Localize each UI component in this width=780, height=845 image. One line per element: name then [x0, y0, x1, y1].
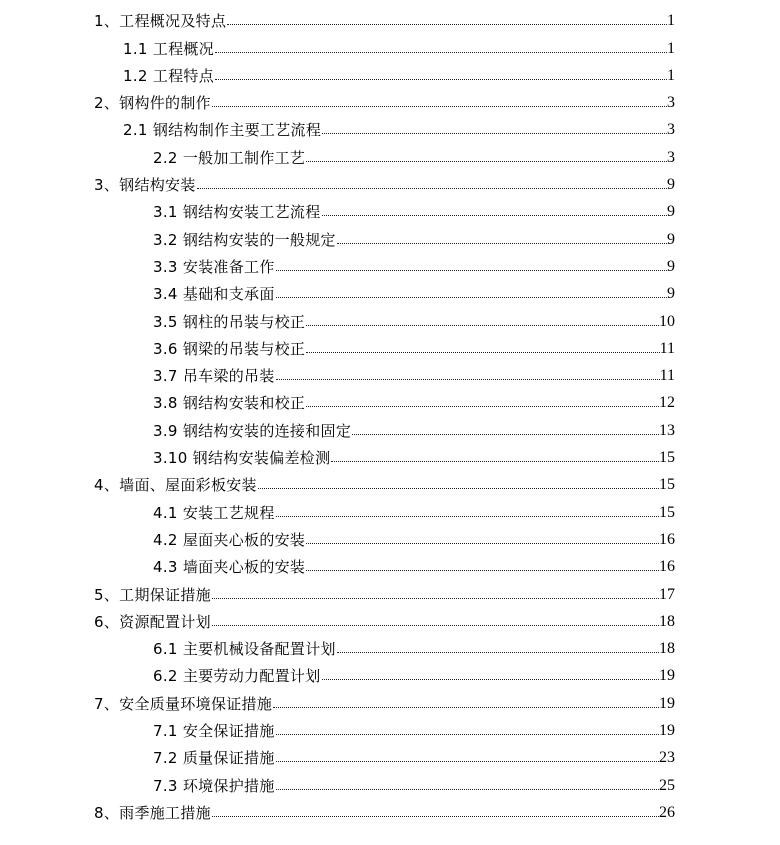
dot-leader	[337, 652, 659, 653]
dot-leader	[306, 570, 659, 571]
toc-entry-link[interactable]	[0, 769, 780, 796]
dot-leader	[212, 598, 659, 599]
toc-entry-title: 3.6 钢梁的吊装与校正	[153, 339, 306, 358]
toc-entry-title: 2.2 一般加工制作工艺	[153, 148, 306, 167]
toc-entry-title: 6.1 主要机械设备配置计划	[153, 640, 336, 659]
toc-row-level-2[interactable]	[0, 278, 780, 305]
toc-row-level-2[interactable]	[0, 769, 780, 796]
toc-page-number: 25	[659, 776, 675, 794]
dot-leader	[306, 543, 659, 544]
toc-page-number: 1	[667, 39, 675, 57]
dot-leader	[276, 761, 659, 762]
toc-row-level-2[interactable]	[0, 633, 780, 660]
dot-leader	[276, 734, 659, 735]
dot-leader	[306, 352, 659, 353]
toc-page-number: 3	[667, 94, 675, 112]
toc-row-level-2[interactable]	[0, 196, 780, 223]
toc-entry-link[interactable]	[0, 606, 780, 633]
toc-entry-title: 7.3 环境保护措施	[153, 776, 275, 795]
toc-row-level-1[interactable]	[0, 578, 780, 605]
toc-page-number: 9	[667, 285, 675, 303]
toc-entry-link[interactable]	[0, 360, 780, 387]
toc-entry-title: 4.3 墙面夹心板的安装	[153, 558, 306, 577]
toc-entry-title: 3.1 钢结构安装工艺流程	[153, 203, 321, 222]
toc-entry-link[interactable]	[0, 414, 780, 441]
toc-entry-link[interactable]	[0, 223, 780, 250]
toc-page-number: 16	[659, 530, 675, 548]
toc-row-level-2[interactable]	[0, 551, 780, 578]
toc-row-level-1[interactable]	[0, 87, 780, 114]
toc-entry-title: 6.2 主要劳动力配置计划	[153, 667, 321, 686]
toc-entry-title: 1.1 工程概况	[123, 39, 215, 58]
toc-entry-link[interactable]	[0, 60, 780, 87]
toc-row-level-2[interactable]	[0, 742, 780, 769]
toc-entry-link[interactable]	[0, 551, 780, 578]
toc-entry-title: 3.3 安装准备工作	[153, 257, 275, 276]
toc-page-number: 1	[667, 12, 675, 30]
dot-leader	[322, 133, 667, 134]
toc-entry-link[interactable]	[0, 196, 780, 223]
toc-entry-link[interactable]	[0, 633, 780, 660]
toc-entry-link[interactable]	[0, 469, 780, 496]
toc-page-number: 18	[659, 612, 675, 630]
dot-leader	[306, 325, 659, 326]
toc-row-level-2[interactable]	[0, 496, 780, 523]
toc-row-level-1[interactable]	[0, 169, 780, 196]
toc-page-number: 15	[659, 476, 675, 494]
toc-entry-title: 3.2 钢结构安装的一般规定	[153, 230, 336, 249]
toc-entry-link[interactable]	[0, 387, 780, 414]
toc-page-number: 17	[659, 585, 675, 603]
toc-row-level-2[interactable]	[0, 32, 780, 59]
dot-leader	[322, 215, 667, 216]
toc-entry-title: 2.1 钢结构制作主要工艺流程	[123, 121, 322, 140]
toc-entry-link[interactable]	[0, 278, 780, 305]
toc-page-number: 26	[659, 803, 675, 821]
dot-leader	[306, 406, 659, 407]
toc-row-level-2[interactable]	[0, 60, 780, 87]
toc-entry-title: 3.8 钢结构安装和校正	[153, 394, 306, 413]
toc-entry-link[interactable]	[0, 660, 780, 687]
toc-row-level-2[interactable]	[0, 141, 780, 168]
toc-entry-link[interactable]	[0, 32, 780, 59]
toc-entry-title: 1、工程概况及特点	[94, 12, 227, 31]
toc-row-level-1[interactable]	[0, 687, 780, 714]
toc-row-level-2[interactable]	[0, 251, 780, 278]
toc-row-level-1[interactable]	[0, 797, 780, 824]
toc-entry-link[interactable]	[0, 305, 780, 332]
toc-row-level-2[interactable]	[0, 414, 780, 441]
toc-entry-title: 3.7 吊车梁的吊装	[153, 367, 275, 386]
toc-row-level-2[interactable]	[0, 333, 780, 360]
toc-entry-title: 4.1 安装工艺规程	[153, 503, 275, 522]
table-of-contents	[0, 5, 780, 824]
toc-row-level-2[interactable]	[0, 360, 780, 387]
toc-page-number: 9	[667, 230, 675, 248]
toc-page-number: 15	[659, 503, 675, 521]
toc-page-number: 13	[659, 421, 675, 439]
toc-page-number: 19	[659, 694, 675, 712]
toc-page-number: 10	[659, 312, 675, 330]
dot-leader	[276, 789, 659, 790]
toc-entry-link[interactable]	[0, 496, 780, 523]
toc-row-level-2[interactable]	[0, 223, 780, 250]
toc-page-number: 19	[659, 722, 675, 740]
dot-leader	[322, 679, 659, 680]
toc-row-level-1[interactable]	[0, 606, 780, 633]
dot-leader	[331, 461, 659, 462]
toc-entry-title: 7、安全质量环境保证措施	[94, 694, 273, 713]
toc-page-number: 18	[659, 640, 675, 658]
toc-entry-title: 3.4 基础和支承面	[153, 285, 275, 304]
toc-entry-title: 6、资源配置计划	[94, 612, 211, 631]
toc-entry-link[interactable]	[0, 141, 780, 168]
toc-page-number: 3	[667, 148, 675, 166]
toc-entry-title: 5、工期保证措施	[94, 585, 211, 604]
dot-leader	[197, 188, 667, 189]
toc-entry-link[interactable]	[0, 251, 780, 278]
toc-page-number: 9	[667, 257, 675, 275]
toc-entry-link[interactable]	[0, 114, 780, 141]
toc-entry-link[interactable]	[0, 742, 780, 769]
toc-entry-link[interactable]	[0, 169, 780, 196]
toc-row-level-2[interactable]	[0, 660, 780, 687]
toc-entry-link[interactable]	[0, 715, 780, 742]
toc-row-level-2[interactable]	[0, 387, 780, 414]
toc-entry-title: 4、墙面、屋面彩板安装	[94, 476, 257, 495]
toc-entry-link[interactable]	[0, 5, 780, 32]
toc-entry-link[interactable]	[0, 87, 780, 114]
toc-row-level-2[interactable]	[0, 114, 780, 141]
dot-leader	[276, 297, 667, 298]
toc-page-number: 16	[659, 558, 675, 576]
toc-row-level-1[interactable]	[0, 5, 780, 32]
toc-entry-title: 8、雨季施工措施	[94, 803, 211, 822]
toc-entry-link[interactable]	[0, 578, 780, 605]
toc-page-number: 3	[667, 121, 675, 139]
dot-leader	[215, 52, 667, 53]
dot-leader	[212, 625, 659, 626]
toc-page-number: 11	[659, 367, 675, 385]
toc-entry-title: 7.1 安全保证措施	[153, 722, 275, 741]
dot-leader	[258, 488, 659, 489]
toc-entry-title: 3.9 钢结构安装的连接和固定	[153, 421, 352, 440]
toc-entry-link[interactable]	[0, 524, 780, 551]
toc-entry-link[interactable]	[0, 687, 780, 714]
toc-entry-title: 3、钢结构安装	[94, 176, 196, 195]
toc-entry-title: 4.2 屋面夹心板的安装	[153, 530, 306, 549]
toc-entry-link[interactable]	[0, 333, 780, 360]
toc-row-level-2[interactable]	[0, 524, 780, 551]
toc-entry-link[interactable]	[0, 797, 780, 824]
toc-entry-title: 2、钢构件的制作	[94, 94, 211, 113]
toc-entry-title: 3.10 钢结构安装偏差检测	[153, 449, 331, 468]
dot-leader	[276, 516, 659, 517]
toc-page-number: 11	[659, 339, 675, 357]
dot-leader	[273, 707, 659, 708]
dot-leader	[276, 379, 660, 380]
toc-page-number: 23	[659, 749, 675, 767]
dot-leader	[227, 24, 667, 25]
toc-page-number: 12	[659, 394, 675, 412]
dot-leader	[306, 161, 667, 162]
toc-entry-title: 7.2 质量保证措施	[153, 749, 275, 768]
toc-page-number: 19	[659, 667, 675, 685]
dot-leader	[215, 79, 667, 80]
dot-leader	[352, 434, 659, 435]
toc-row-level-2[interactable]	[0, 715, 780, 742]
toc-row-level-2[interactable]	[0, 305, 780, 332]
toc-entry-link[interactable]	[0, 442, 780, 469]
toc-page-number: 1	[667, 66, 675, 84]
toc-entry-title: 3.5 钢柱的吊装与校正	[153, 312, 306, 331]
toc-row-level-2[interactable]	[0, 442, 780, 469]
dot-leader	[212, 106, 667, 107]
toc-page-number: 9	[667, 203, 675, 221]
toc-row-level-1[interactable]	[0, 469, 780, 496]
dot-leader	[337, 243, 667, 244]
dot-leader	[276, 270, 667, 271]
toc-page-number: 9	[667, 176, 675, 194]
toc-entry-title: 1.2 工程特点	[123, 66, 215, 85]
dot-leader	[212, 816, 659, 817]
toc-page-number: 15	[659, 449, 675, 467]
